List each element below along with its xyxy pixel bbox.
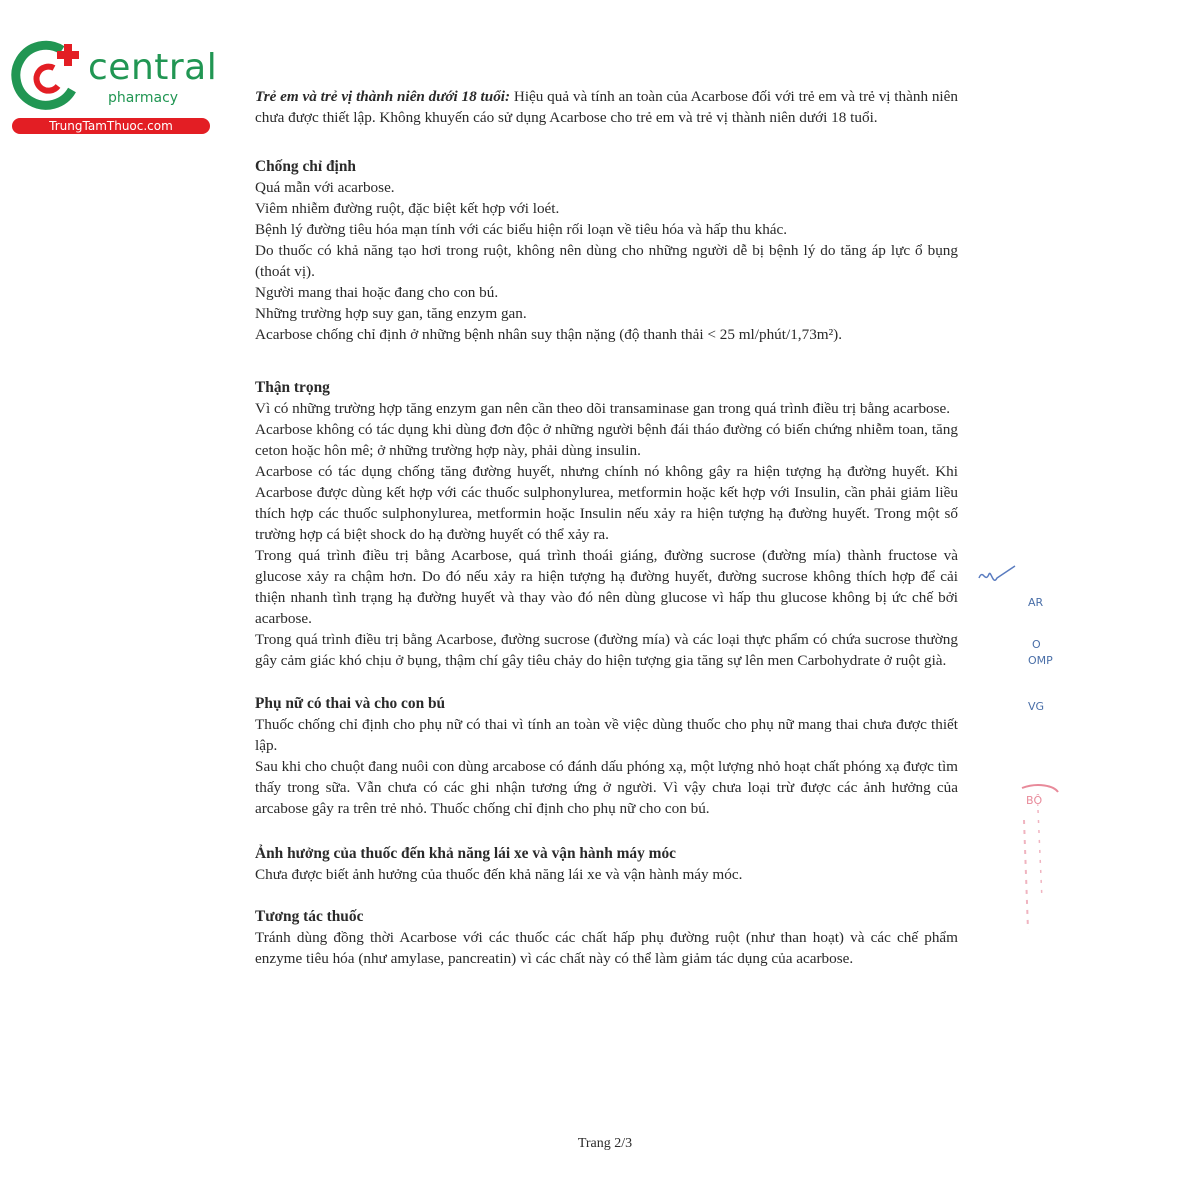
red-seal-stamp [1018, 780, 1060, 940]
list-item: Người mang thai hoặc đang cho con bú. [255, 284, 499, 301]
section-title: Thận trọng [255, 379, 330, 396]
list-item: Vì có những trường hợp tăng enzym gan nên cần theo dõi transaminase gan trong quá trình điều trị bằng acarbose. [255, 400, 951, 417]
page-number: Trang 2/3 [577, 1136, 633, 1151]
section-contraindications [255, 156, 958, 345]
margin-stamp-text: VG [1028, 700, 1045, 713]
list-item: Bệnh lý đường tiêu hóa mạn tính với các biểu hiện rối loạn về tiêu hóa và hấp thu khác. [255, 221, 788, 238]
list-item: Thuốc chống chỉ định cho phụ nữ có thai vì tính an toàn về việc dùng thuốc cho phụ nữ mang thai chưa được thiết lập. [255, 716, 958, 754]
section-precautions [255, 377, 958, 671]
list-item: Những trường hợp suy gan, tăng enzym gan. [255, 305, 527, 322]
brand-logo [10, 38, 218, 138]
brand-url-badge: TrungTamThuoc.com [12, 118, 210, 134]
pharmacy-cross-icon [10, 38, 90, 118]
section-title: Ảnh hưởng của thuốc đến khả năng lái xe và vận hành máy móc [255, 845, 677, 862]
section-title: Chống chỉ định [255, 158, 356, 175]
margin-stamp-text: OMP [1028, 654, 1053, 667]
section-title: Phụ nữ có thai và cho con bú [255, 695, 446, 712]
section-title: Tương tác thuốc [255, 908, 364, 925]
section-pregnancy [255, 693, 958, 819]
brand-subtitle: pharmacy [108, 90, 179, 106]
red-stamp-text: BỘ [1026, 794, 1043, 807]
list-item: Trong quá trình điều trị bằng Acarbose, đường sucrose (đường mía) và các loại thực phẩm có chứa sucrose thường gây cảm giác khó chịu ở bụng, thậm chí gây tiêu chảy do hiện tượng gia tăng sự lên men Carbohydrate ở ruột già. [255, 631, 958, 669]
intro-label: Trẻ em và trẻ vị thành niên dưới 18 tuổi: [255, 88, 511, 105]
list-item: Acarbose không có tác dụng khi dùng đơn độc ở những người bệnh đái tháo đường có biến chứng nhiễm toan, tăng ceton hoặc hôn mê; ở những trường hợp này, phải dùng insulin. [255, 421, 958, 459]
list-item: Sau khi cho chuột đang nuôi con dùng arcabose có đánh dấu phóng xạ, một lượng nhỏ hoạt chất phóng xạ được tìm thấy trong sữa. Vẫn chưa có các ghi nhận tương ứng ở người. Vì vậy chưa loại trừ được các ảnh hưởng của arcabose gây ra trên trẻ nhỏ. Thuốc chống chỉ định cho phụ nữ cho con bú. [255, 758, 958, 817]
list-item: Acarbose chống chỉ định ở những bệnh nhân suy thận nặng (độ thanh thải < 25 ml/phút/1,73m²). [255, 326, 843, 343]
brand-name: central [88, 47, 218, 88]
list-item: Chưa được biết ảnh hưởng của thuốc đến khả năng lái xe và vận hành máy móc. [255, 866, 743, 883]
list-item: Quá mẫn với acarbose. [255, 179, 395, 196]
document-body [255, 86, 958, 969]
section-interactions [255, 906, 958, 969]
list-item: Do thuốc có khả năng tạo hơi trong ruột, không nên dùng cho những người dễ bị bệnh lý do tăng áp lực ổ bụng (thoát vị). [255, 242, 958, 280]
list-item: Tránh dùng đồng thời Acarbose với các thuốc các chất hấp phụ đường ruột (như than hoạt) và các chế phẩm enzyme tiêu hóa (như amylase, pancreatin) vì các chất này có thể làm giảm tác dụng của acarbose. [255, 929, 958, 967]
list-item: Acarbose có tác dụng chống tăng đường huyết, nhưng chính nó không gây ra hiện tượng hạ đường huyết. Khi Acarbose được dùng kết hợp với các thuốc sulphonylurea, metformin hoặc kết hợp với Insulin, cần phải giảm liều thích hợp các thuốc sulphonylurea, metformin hoặc Insulin nếu xảy ra hiện tượng hạ đường huyết. Trong một số trường hợp cá biệt shock do hạ đường huyết có thể xảy ra. [255, 463, 958, 543]
margin-stamp-text: O [1032, 638, 1041, 651]
intro-paragraph [255, 86, 958, 128]
section-driving [255, 843, 958, 885]
signature-mark [975, 560, 1019, 590]
list-item: Viêm nhiễm đường ruột, đặc biệt kết hợp với loét. [255, 200, 560, 217]
margin-stamp-text: AR [1028, 596, 1044, 609]
intro-text: Hiệu quả và tính an toàn của Acarbose đối với trẻ em và trẻ vị thành niên chưa được thiết lập. Không khuyến cáo sử dụng Acarbose cho trẻ em và trẻ vị thành niên dưới 18 tuổi. [255, 88, 958, 126]
list-item: Trong quá trình điều trị bằng Acarbose, quá trình thoái giáng, đường sucrose (đường mía) thành fructose và glucose xảy ra chậm hơn. Do đó nếu xảy ra hiện tượng hạ đường huyết, đường sucrose không thích hợp để cải thiện nhanh tình trạng hạ đường huyết và thay vào đó nên dùng glucose vì hấp thu glucose không bị ức chế bởi acarbose. [255, 547, 958, 627]
